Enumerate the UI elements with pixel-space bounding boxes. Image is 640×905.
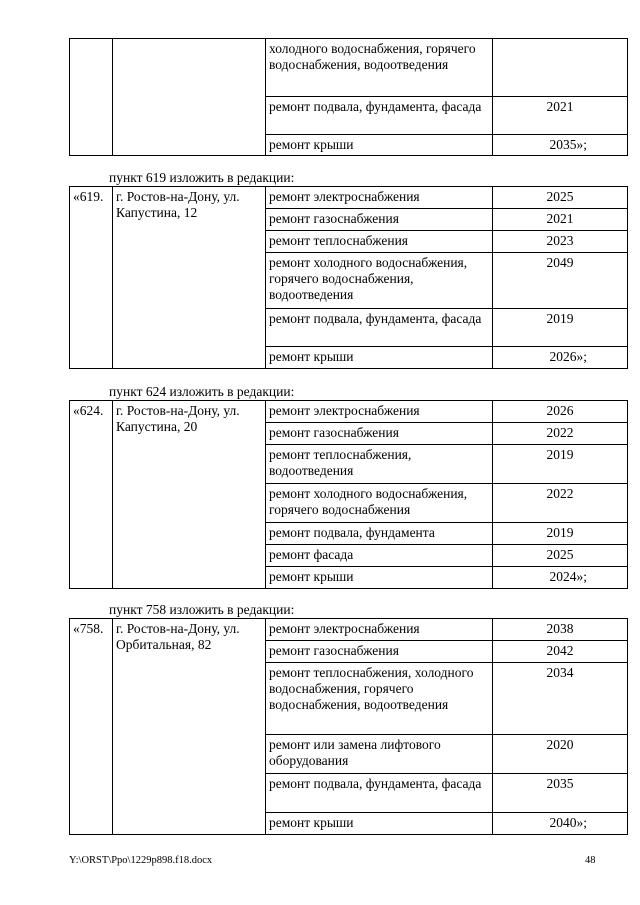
year-cell: 2019 — [493, 309, 628, 347]
work-cell: ремонт электроснабжения — [266, 619, 493, 641]
footer-page-number: 48 — [585, 855, 596, 866]
work-cell: ремонт теплоснабжения — [266, 231, 493, 253]
section-intro: пункт 624 изложить в редакции: — [109, 384, 295, 399]
year-cell — [493, 39, 628, 97]
work-cell: ремонт холодного водоснабжения, горячего водоснабжения, водоотведения — [266, 253, 493, 309]
year-cell: 2025 — [493, 545, 628, 567]
address-cell: г. Ростов-на-Дону, ул. Орбитальная, 82 — [113, 619, 266, 835]
year-cell: 2022 — [493, 484, 628, 523]
number-cell: «758. — [70, 619, 113, 835]
year-cell: 2022 — [493, 423, 628, 445]
table-row — [70, 619, 628, 641]
table-624 — [69, 400, 628, 589]
work-cell: холодного водоснабжения, горячего водоснабжения, водоотведения — [266, 39, 493, 97]
footer-file-path: Y:\ORST\Ppo\1229p898.f18.docx — [69, 855, 213, 866]
address-cell: г. Ростов-на-Дону, ул. Капустина, 12 — [113, 187, 266, 369]
section-intro: пункт 619 изложить в редакции: — [109, 170, 295, 185]
work-cell: ремонт холодного водоснабжения, горячего водоснабжения — [266, 484, 493, 523]
section-intro: пункт 758 изложить в редакции: — [109, 602, 295, 617]
address-cell: г. Ростов-на-Дону, ул. Капустина, 20 — [113, 401, 266, 589]
work-cell: ремонт подвала, фундамента — [266, 523, 493, 545]
number-cell: «624. — [70, 401, 113, 589]
work-cell: ремонт крыши — [266, 813, 493, 835]
year-cell: 2038 — [493, 619, 628, 641]
work-cell: ремонт газоснабжения — [266, 641, 493, 663]
year-cell: 2023 — [493, 231, 628, 253]
work-cell: ремонт крыши — [266, 135, 493, 156]
work-cell: ремонт теплоснабжения, холодного водоснабжения, горячего водоснабжения, водоотведения — [266, 663, 493, 735]
address-cell — [113, 39, 266, 156]
table-row — [70, 187, 628, 209]
work-cell: ремонт теплоснабжения, водоотведения — [266, 445, 493, 484]
year-cell: 2025 — [493, 187, 628, 209]
year-cell: 2021 — [493, 209, 628, 231]
work-cell: ремонт электроснабжения — [266, 401, 493, 423]
year-cell: 2049 — [493, 253, 628, 309]
year-cell: 2026»; — [493, 347, 628, 369]
table-619 — [69, 186, 628, 369]
year-cell: 2042 — [493, 641, 628, 663]
year-cell: 2035 — [493, 774, 628, 813]
year-cell: 2034 — [493, 663, 628, 735]
year-cell: 2024»; — [493, 567, 628, 589]
work-cell: ремонт подвала, фундамента, фасада — [266, 309, 493, 347]
work-cell: ремонт фасада — [266, 545, 493, 567]
year-cell: 2019 — [493, 445, 628, 484]
number-cell: «619. — [70, 187, 113, 369]
work-cell: ремонт подвала, фундамента, фасада — [266, 774, 493, 813]
year-cell: 2035»; — [493, 135, 628, 156]
table-row — [70, 39, 628, 97]
year-cell: 2040»; — [493, 813, 628, 835]
year-cell: 2021 — [493, 97, 628, 135]
work-cell: ремонт электроснабжения — [266, 187, 493, 209]
work-cell: ремонт крыши — [266, 347, 493, 369]
work-cell: ремонт крыши — [266, 567, 493, 589]
work-cell: ремонт газоснабжения — [266, 209, 493, 231]
year-cell: 2026 — [493, 401, 628, 423]
work-cell: ремонт газоснабжения — [266, 423, 493, 445]
table-row — [70, 401, 628, 423]
number-cell — [70, 39, 113, 156]
work-cell: ремонт подвала, фундамента, фасада — [266, 97, 493, 135]
table-758 — [69, 618, 628, 835]
year-cell: 2019 — [493, 523, 628, 545]
work-cell: ремонт или замена лифтового оборудования — [266, 735, 493, 774]
table-continuation — [69, 38, 628, 156]
year-cell: 2020 — [493, 735, 628, 774]
